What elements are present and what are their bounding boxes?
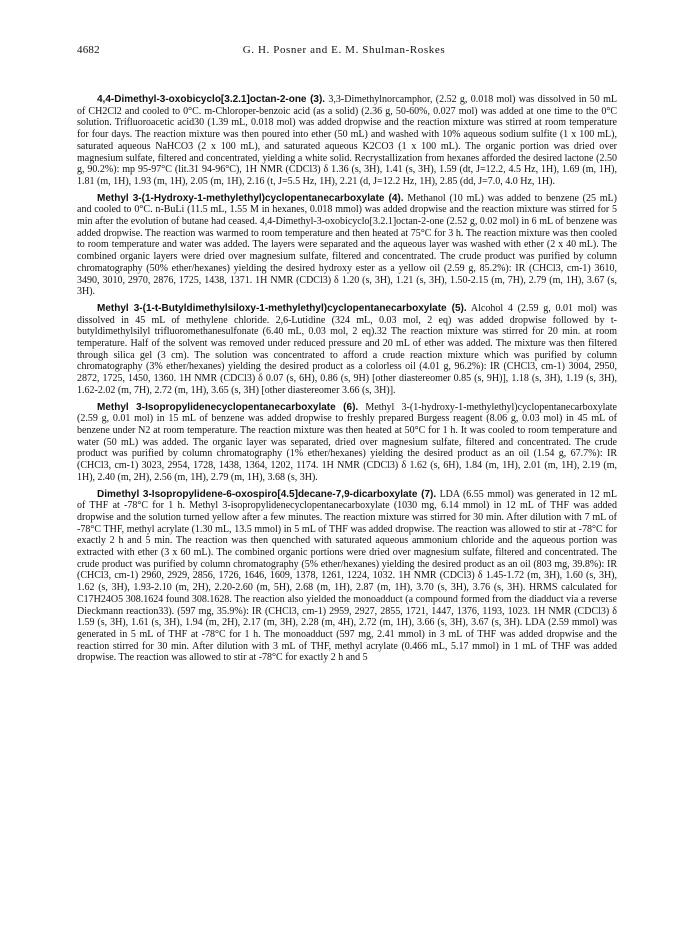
procedure-paragraph xyxy=(77,489,617,665)
procedure-text: Alcohol 4 (2.59 g, 0.01 mol) was dissolved in 45 mL of methylene chloride. 2,6-Lutidine (324 mL, 0.03 mol, 2 eq) was added dropwise followed by t- butyldimethylsilyl trifluoromethanesulfonate (6.40 mL, 0.03 mol, 2 eq).32 The reaction mixture was stirred for 20 min. at room temperature. Half of the solvent was removed under reduced pressure and 20 mL of ether was added. The mixture was then filtered through silica gel (3 cm). The solution was concentrated to afford a crude reaction mixture which was purified by column chromatography (3% ether/hexanes) yielding the desired product as a colorless oil (4.01 g, 96.2%): IR (CHCl3, cm-1) 3004, 2950, 2872, 1725, 1450, 1360. 1H NMR (CDCl3) δ 0.07 (s, 6H), 0.86 (s, 9H) [other diastereomer 0.85 (s, 9H)], 1.18 (s, 3H), 1.19 (s, 3H), 1.62-2.02 (m, 7H), 2.72 (m, 1H), 3.65 (s, 3H) [other diastereomer 3.66 (s, 3H)]. xyxy=(77,302,617,396)
procedure-text: LDA (6.55 mmol) was generated in 12 mL of THF at -78°C for 1 h. Methyl 3-isopropylidenecyclopentanecarboxylate (1030 mg, 6.14 mmol) in 12 mL of THF was added dropwise and the solution turned yellow after a few minutes. The reaction mixture was stirred for 30 min. After dilution with 7 mL of -78°C THF, methyl acrylate (1.30 mL, 13.5 mmol) in 5 mL of THF was added dropwise. The reaction was allowed to stir at -78°C for exactly 2 h and 5 min. The reaction was then quenched with saturated aqueous ammonium chloride and the aqueous portion was extracted with ether (3 x 60 mL). The combined organic portions were dried over magnesium sulfate, filtered and concentrated. The crude product was purified by column chromatography (5% ether/hexanes) yielding the desired product as an oil (803 mg, 39.8%): IR (CHCl3, cm-1) 2960, 2929, 2856, 1726, 1646, 1609, 1378, 1261, 1224, 1032. 1H NMR (CDCl3) δ 1.45-1.72 (m, 3H), 1.60 (s, 3H), 1.62 (s, 3H), 1.93-2.10 (m, 2H), 2.20-2.60 (m, 5H), 2.68 (m, 1H), 2.87 (m, 1H), 3.70 (s, 3H), 3.76 (s, 3H). HRMS calculated for C17H24O5 308.1624 found 308.1628. The reaction also yielded the monoadduct (a compound formed from the diadduct via a reverse Dieckmann reaction33). (597 mg, 35.9%): IR (CHCl3, cm-1) 2959, 2927, 2855, 1721, 1447, 1376, 1193, 1023. 1H NMR (CDCl3) δ 1.59 (s, 3H), 1.61 (s, 3H), 1.94 (m, 2H), 2.17 (m, 3H), 2.28 (m, 4H), 2.72 (m, 1H), 3.66 (s, 3H), 3.67 (s, 3H). LDA (2.59 mmol) was generated in 5 mL of THF at -78°C for 1 h. The monoadduct (597 mg, 2.41 mmol) in 3 mL of THF was added dropwise and the reaction stirred for 30 min. After dilution with 3 mL of THF, methyl acrylate (0.466 mL, 5.17 mmol) in 1 mL of THF was added dropwise. The reaction was allowed to stir at -78°C for exactly 2 h and 5 xyxy=(77,488,618,664)
compound-title: 4,4-Dimethyl-3-oxobicyclo[3.2.1]octan-2-one (3). xyxy=(97,94,326,105)
running-header: G. H. Posner and E. M. Shulman-Roskes xyxy=(242,44,446,56)
procedure-text: Methyl 3-(1-hydroxy-1-methylethyl)cyclopentanecarboxylate (2.59 g, 0.01 mol) in 15 mL of benzene was added dropwise to freshly prepared Burgess reagent (8.06 g, 0.03 mol) in 45 mL of benzene under N2 at room temperature. The reaction mixture was then heated at 50°C for 1 h. It was cooled to room temperature and water (50 mL) was added. The organic layer was separated, dried over magnesium sulfate, filtered and concentrated. The crude product was purified by column chromatography (1% ether/hexanes) yielding the desired product as an oil (1.54 g, 67.7%): IR (CHCl3, cm-1) 3023, 2954, 1728, 1438, 1364, 1202, 1174. 1H NMR (CDCl3) δ 1.62 (s, 6H), 1.84 (m, 1H), 2.01 (m, 1H), 2.19 (m, 1H), 2.40 (m, 2H), 2.56 (m, 1H), 2.79 (m, 1H), 3.68 (s, 3H). xyxy=(77,401,617,483)
procedure-paragraph xyxy=(77,94,617,188)
procedure-paragraph xyxy=(77,193,617,298)
compound-title: Methyl 3-Isopropylidenecyclopentanecarboxylate (6). xyxy=(97,401,359,413)
page-number: 4682 xyxy=(77,44,100,56)
procedure-paragraph xyxy=(77,402,617,484)
compound-title: Methyl 3-(1-Hydroxy-1-methylethyl)cyclopentanecarboxylate (4). xyxy=(97,192,404,204)
procedure-text: Methanol (10 mL) was added to benzene (25 mL) and cooled to 0°C. n-BuLi (11.5 mL, 1.55 M in hexanes, 0.018 mmol) was added dropwise and the reaction mixture was stirred for 5 min after the evolution of butane had ceased. 4,4-Dimethyl-3-oxobicyclo[3.2.1]octan-2-one (2.52 g, 0.02 mol) in 6 mL of benzene was added dropwise. The reaction was warmed to room temperature and then heated at 75°C for 3 h. The reaction mixture was then cooled to room temperature and water was added. The layers were separated and the aqueous layer was washed with ether (2 x 40 mL). The combined organic layers were dried over magnesium sulfate, filtered and concentrated. The crude product was purified by column chromatography (50% ether/hexanes) yielding the desired hydroxy ester as a yellow oil (2.59 g, 85.2%): IR (CHCl3, cm-1) 3610, 3490, 3010, 2970, 2876, 1725, 1438, 1371. 1H NMR (CDCl3) δ 1.20 (s, 3H), 1.21 (s, 3H), 1.50-2.15 (m, 7H), 2.79 (m, 1H), 3.67 (s, 3H). xyxy=(77,192,617,298)
compound-title: Methyl 3-(1-t-Butyldimethylsiloxy-1-methylethyl)cyclopentanecarboxylate (5). xyxy=(97,302,467,314)
compound-title: Dimethyl 3-Isopropylidene-6-oxospiro[4.5]decane-7,9-dicarboxylate (7). xyxy=(97,488,437,500)
article-body xyxy=(77,94,617,669)
procedure-text: 3,3-Dimethylnorcamphor, (2.52 g, 0.018 mol) was dissolved in 50 mL of CH2Cl2 and cooled to 0°C. m-Chloroper-benzoic acid (as a solid) (2.36 g, 50-60%, 0.027 mol) was added at one time to the 0°C solution. Trifluoroacetic acid30 (1.39 mL, 0.018 mol) was added dropwise and the reaction mixture was stirred at room temperature for four days. The reaction mixture was then poured into ether (50 mL) and washed with 10% aqueous sodium sulfite (1 x 100 mL), saturated aqueous NaHCO3 (2 x 100 mL), and saturated aqueous K2CO3 (1 x 100 mL). The organic portion was dried over magnesium sulfate, filtered and concentrated, yielding a white solid. Recrystallization from hexanes afforded the desired lactone (2.50 g, 90.2%): mp 95-97°C (lit.31 94-96°C), 1H NMR (CDCl3) δ 1.36 (s, 3H), 1.41 (s, 3H), 1.59 (dt, J=12.2, 4.5 Hz, 1H), 1.69 (m, 1H), 1.81 (m, 1H), 1.93 (m, 1H), 2.05 (m, 1H), 2.16 (t, J=5.5 Hz, 1H), 2.21 (d, J=12.2 Hz, 1H), 2.85 (dd, J=7.0, 4.0 Hz, 1H). xyxy=(77,94,618,187)
procedure-paragraph xyxy=(77,303,617,397)
